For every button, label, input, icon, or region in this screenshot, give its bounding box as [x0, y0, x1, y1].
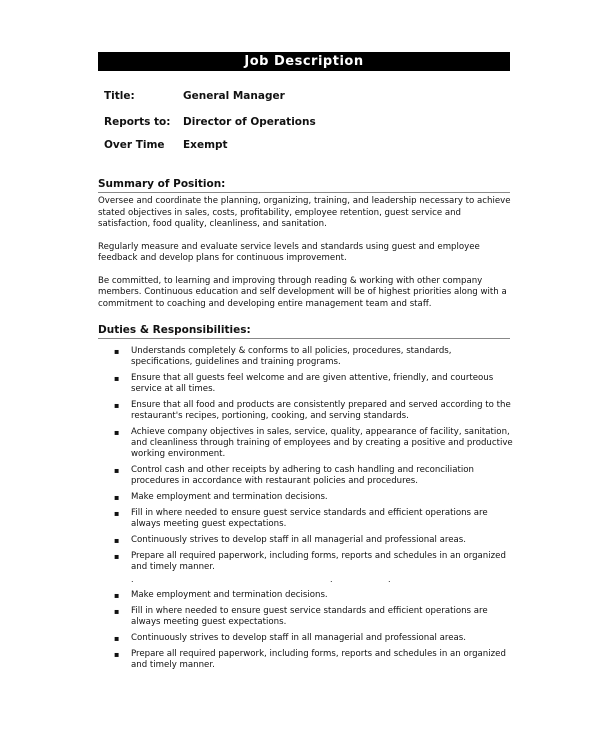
- bullet-icon: ▪: [114, 536, 120, 545]
- bullet-icon: ▪: [114, 509, 120, 518]
- duties-heading: Duties & Responsibilities:: [98, 324, 510, 339]
- list-item-text: Ensure that all food and products are consistently prepared and served according to the restaurant's recipes, portioning, cooking, and serving standards.: [131, 400, 511, 421]
- list-item: [114, 649, 514, 671]
- list-item-text: Prepare all required paperwork, including forms, reports and schedules in an organized and timely manner.: [131, 551, 506, 572]
- bullet-icon: ▪: [114, 466, 120, 475]
- list-item: [114, 346, 514, 368]
- list-item-text: Prepare all required paperwork, including forms, reports and schedules in an organized and timely manner.: [131, 649, 506, 670]
- document-title: Job Description: [98, 52, 510, 71]
- field-label: Over Time: [104, 139, 165, 151]
- list-item: [114, 373, 514, 395]
- list-item-text: Make employment and termination decisions.: [131, 590, 328, 600]
- list-item: [114, 492, 514, 503]
- list-item: [114, 633, 514, 644]
- list-item: [114, 606, 514, 628]
- list-item-text: Fill in where needed to ensure guest service standards and efficient operations are always meeting guest expectations.: [131, 606, 488, 627]
- list-item-text: Continuously strives to develop staff in all managerial and professional areas.: [131, 633, 466, 643]
- bullet-icon: ▪: [114, 347, 120, 356]
- list-item-text: Continuously strives to develop staff in all managerial and professional areas.: [131, 535, 466, 545]
- summary-heading: Summary of Position:: [98, 178, 510, 193]
- list-item-text: Make employment and termination decisions.: [131, 492, 328, 502]
- list-item: [114, 535, 514, 546]
- list-item: [114, 400, 514, 422]
- summary-paragraph: Oversee and coordinate the planning, organizing, training, and leadership necessary to achieve stated objectives in sales, costs, profitability, employee retention, guest service and satisfaction, food quality, cleanliness, and sanitation.: [98, 196, 511, 229]
- duties-list: [114, 346, 514, 676]
- bullet-icon: ▪: [114, 552, 120, 561]
- bullet-icon: ▪: [114, 634, 120, 643]
- field-value: Exempt: [183, 139, 228, 151]
- summary-paragraph: Be committed, to learning and improving through reading & working with other company members. Continuous education and self development will be of highest priorities along with a commitment to coaching and developing entire management team and staff.: [98, 275, 507, 309]
- list-item: [114, 551, 514, 573]
- field-reports-to: [104, 116, 316, 128]
- bullet-icon: ▪: [114, 591, 120, 600]
- summary-body: [98, 196, 512, 321]
- field-overtime: [104, 139, 228, 151]
- field-label: Title:: [104, 90, 135, 102]
- bullet-icon: ▪: [114, 428, 120, 437]
- list-item-text: Ensure that all guests feel welcome and are given attentive, friendly, and courteous service at all times.: [131, 373, 494, 394]
- bullet-icon: ▪: [114, 650, 120, 659]
- list-item: [114, 590, 514, 601]
- list-item: [114, 465, 514, 487]
- list-item-text: Understands completely & conforms to all policies, procedures, standards, specifications, guidelines and training programs.: [131, 346, 452, 367]
- list-item: [114, 427, 514, 460]
- field-title: [104, 90, 285, 102]
- stray-marks: . . .: [131, 575, 391, 584]
- bullet-icon: ▪: [114, 607, 120, 616]
- summary-paragraph: Regularly measure and evaluate service levels and standards using guest and employee feedback and develop plans for continuous improvement.: [98, 241, 480, 263]
- field-value: Director of Operations: [183, 116, 316, 128]
- list-item: [114, 508, 514, 530]
- list-item-text: Fill in where needed to ensure guest service standards and efficient operations are always meeting guest expectations.: [131, 508, 488, 529]
- bullet-icon: ▪: [114, 493, 120, 502]
- bullet-icon: ▪: [114, 401, 120, 410]
- bullet-icon: ▪: [114, 374, 120, 383]
- list-item-text: Control cash and other receipts by adhering to cash handling and reconciliation procedures in accordance with restaurant policies and procedures.: [131, 465, 474, 486]
- field-label: Reports to:: [104, 116, 171, 128]
- field-value: General Manager: [183, 90, 285, 102]
- list-item-text: Achieve company objectives in sales, service, quality, appearance of facility, sanitation, and cleanliness through training of employees and by creating a positive and productive working environment.: [131, 427, 513, 459]
